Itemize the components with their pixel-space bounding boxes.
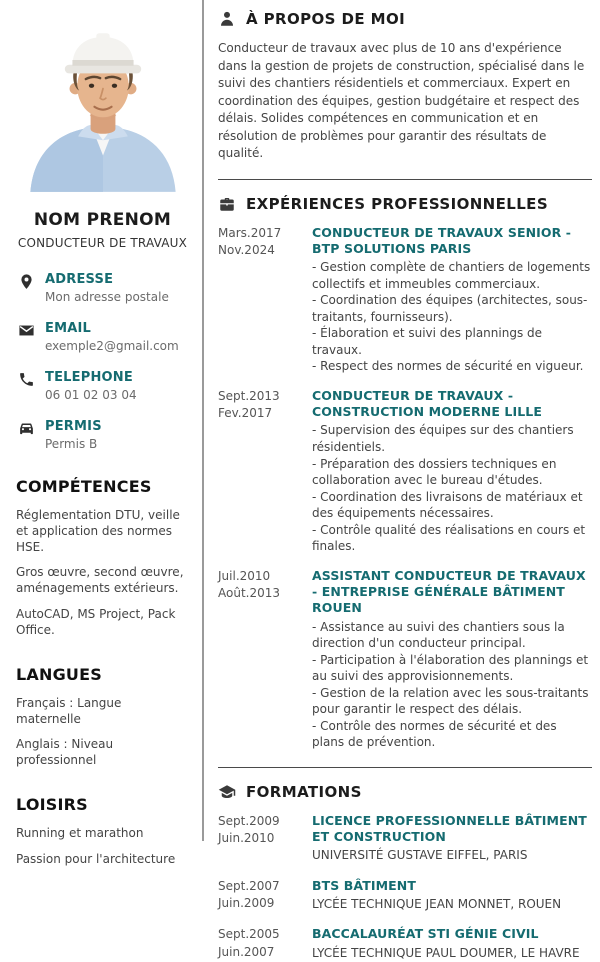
contact-label: ADRESSE [45,272,114,287]
skills-title: COMPÉTENCES [16,477,152,496]
entry-dates [218,388,312,555]
date-end: Juin.2010 [218,831,275,846]
education-entry [218,813,592,865]
date-end: Août.2013 [218,586,281,601]
languages-section [16,665,189,769]
entry-title: BACCALAURÉAT STI GÉNIE CIVIL [312,926,539,942]
entry-dates [218,926,312,962]
skill-item: AutoCAD, MS Project, Pack Office. [16,607,176,637]
entry-bullet: - Supervision des équipes sur des chantiers résidentiels. [312,423,574,454]
about-text: Conducteur de travaux avec plus de 10 ans d'expérience dans la gestion de projets de construction, spécialisé dans le suivi des chantiers résidentiels et commerciaux. Expert en coordination des équipes, gestion budgétaire et respect des délais. Solides compétences en communication et en résolution de problèmes pour garantir des résultats de qualité. [218,41,585,161]
skills-section [16,477,189,639]
education-entry [218,926,592,962]
candidate-name: NOM PRENOM [33,210,172,230]
main-column [203,0,600,960]
school-name: UNIVERSITÉ GUSTAVE EIFFEL, PARIS [312,848,528,863]
language-item: Anglais : Niveau professionnel [16,737,114,768]
about-title: À PROPOS DE MOI [246,10,406,28]
date-end: Nov.2024 [218,243,275,257]
date-start: Sept.2013 [218,388,280,403]
entry-bullet: - Coordination des livraisons de matériaux et des équipements nécessaires. [312,489,583,521]
experience-entry [218,388,592,555]
entry-bullet: - Préparation des dossiers techniques en collaboration avec le bureau d'études. [312,456,557,488]
entry-bullet: - Élaboration et suivi des plannings de travaux. [312,326,543,357]
entry-dates [218,225,312,375]
experience-entry [218,225,592,375]
date-end: Fev.2017 [218,406,273,421]
hobbies-section [16,795,189,868]
language-item: Français : Langue maternelle [16,695,122,726]
contact-value: exemple2@gmail.com [45,339,179,353]
education-title: FORMATIONS [246,782,362,801]
candidate-job-title: CONDUCTEUR DE TRAVAUX [17,236,188,250]
skill-item: Gros œuvre, second œuvre, aménagements extérieurs. [16,565,184,596]
entry-dates [218,813,312,865]
date-start: Sept.2009 [218,813,280,828]
vertical-divider [202,0,204,841]
entry-title: CONDUCTEUR DE TRAVAUX - CONSTRUCTION MODERNE LILLE [312,387,542,420]
contact-value: Permis B [45,437,98,451]
hobby-item: Passion pour l'architecture [16,851,176,866]
entry-dates [218,568,312,751]
experience-header [218,195,592,213]
entry-title: ASSISTANT CONDUCTEUR DE TRAVAUX - ENTREPRISE GÉNÉRALE BÂTIMENT ROUEN [312,567,586,616]
hobby-item: Running et marathon [16,826,144,841]
about-header [218,10,592,28]
education-header [218,783,592,801]
school-name: LYCÉE TECHNIQUE PAUL DOUMER, LE HAVRE [312,945,580,960]
person-icon [218,10,236,28]
entry-bullet: - Contrôle qualité des réalisations en cours et finales. [312,522,586,554]
contact-value: Mon adresse postale [45,290,169,304]
entry-dates [218,878,312,914]
entry-bullet: - Gestion complète de chantiers de logements collectifs et immeubles commerciaux. [312,260,591,291]
education-entry [218,878,592,914]
briefcase-icon [218,195,236,213]
contact-label: TELEPHONE [45,370,133,385]
entry-bullet: - Coordination des équipes (architectes, sous-traitants, fournisseurs). [312,293,588,324]
skill-item: Réglementation DTU, veille et application des normes HSE. [16,508,180,554]
car-icon [18,420,35,437]
portrait-illustration [17,8,189,196]
entry-bullet: - Assistance au suivi des chantiers sous la direction d'un conducteur principal. [312,619,565,651]
section-divider [218,767,592,768]
location-pin-icon [18,273,35,290]
experience-title: EXPÉRIENCES PROFESSIONNELLES [246,194,549,213]
entry-bullet: - Contrôle des normes de sécurité et des plans de prévention. [312,718,557,750]
graduation-cap-icon [218,783,236,801]
hobbies-title: LOISIRS [16,795,88,815]
section-divider [218,179,592,180]
experience-entry [218,568,592,751]
date-start: Juil.2010 [218,568,271,583]
date-end: Juin.2007 [218,944,275,959]
entry-bullet: - Gestion de la relation avec les sous-traitants pour garantir le respect des délais. [312,685,589,717]
languages-title: LANGUES [16,664,102,684]
education-list [218,813,592,962]
contact-value: 06 01 02 03 04 [45,388,137,402]
contact-label: PERMIS [45,419,102,434]
phone-icon [18,371,35,388]
date-start: Sept.2007 [218,878,280,893]
date-end: Juin.2009 [218,896,275,911]
entry-bullet: - Respect des normes de sécurité en vigueur. [312,359,584,374]
contact-license [16,419,189,451]
entry-title: CONDUCTEUR DE TRAVAUX SENIOR - BTP SOLUTIONS PARIS [312,224,572,256]
contact-phone [16,370,189,402]
entry-title: BTS BÂTIMENT [312,877,416,893]
profile-photo [17,8,189,196]
entry-bullet: - Participation à l'élaboration des plannings et au suivi des approvisionnements. [312,652,589,684]
contact-email [16,321,189,353]
contact-label: EMAIL [45,321,91,336]
envelope-icon [18,322,35,339]
contact-address [16,272,189,304]
date-start: Sept.2005 [218,927,280,942]
date-start: Mars.2017 [218,225,282,240]
school-name: LYCÉE TECHNIQUE JEAN MONNET, ROUEN [312,897,562,912]
sidebar [0,0,203,866]
entry-title: LICENCE PROFESSIONNELLE BÂTIMENT ET CONSTRUCTION [312,812,587,845]
